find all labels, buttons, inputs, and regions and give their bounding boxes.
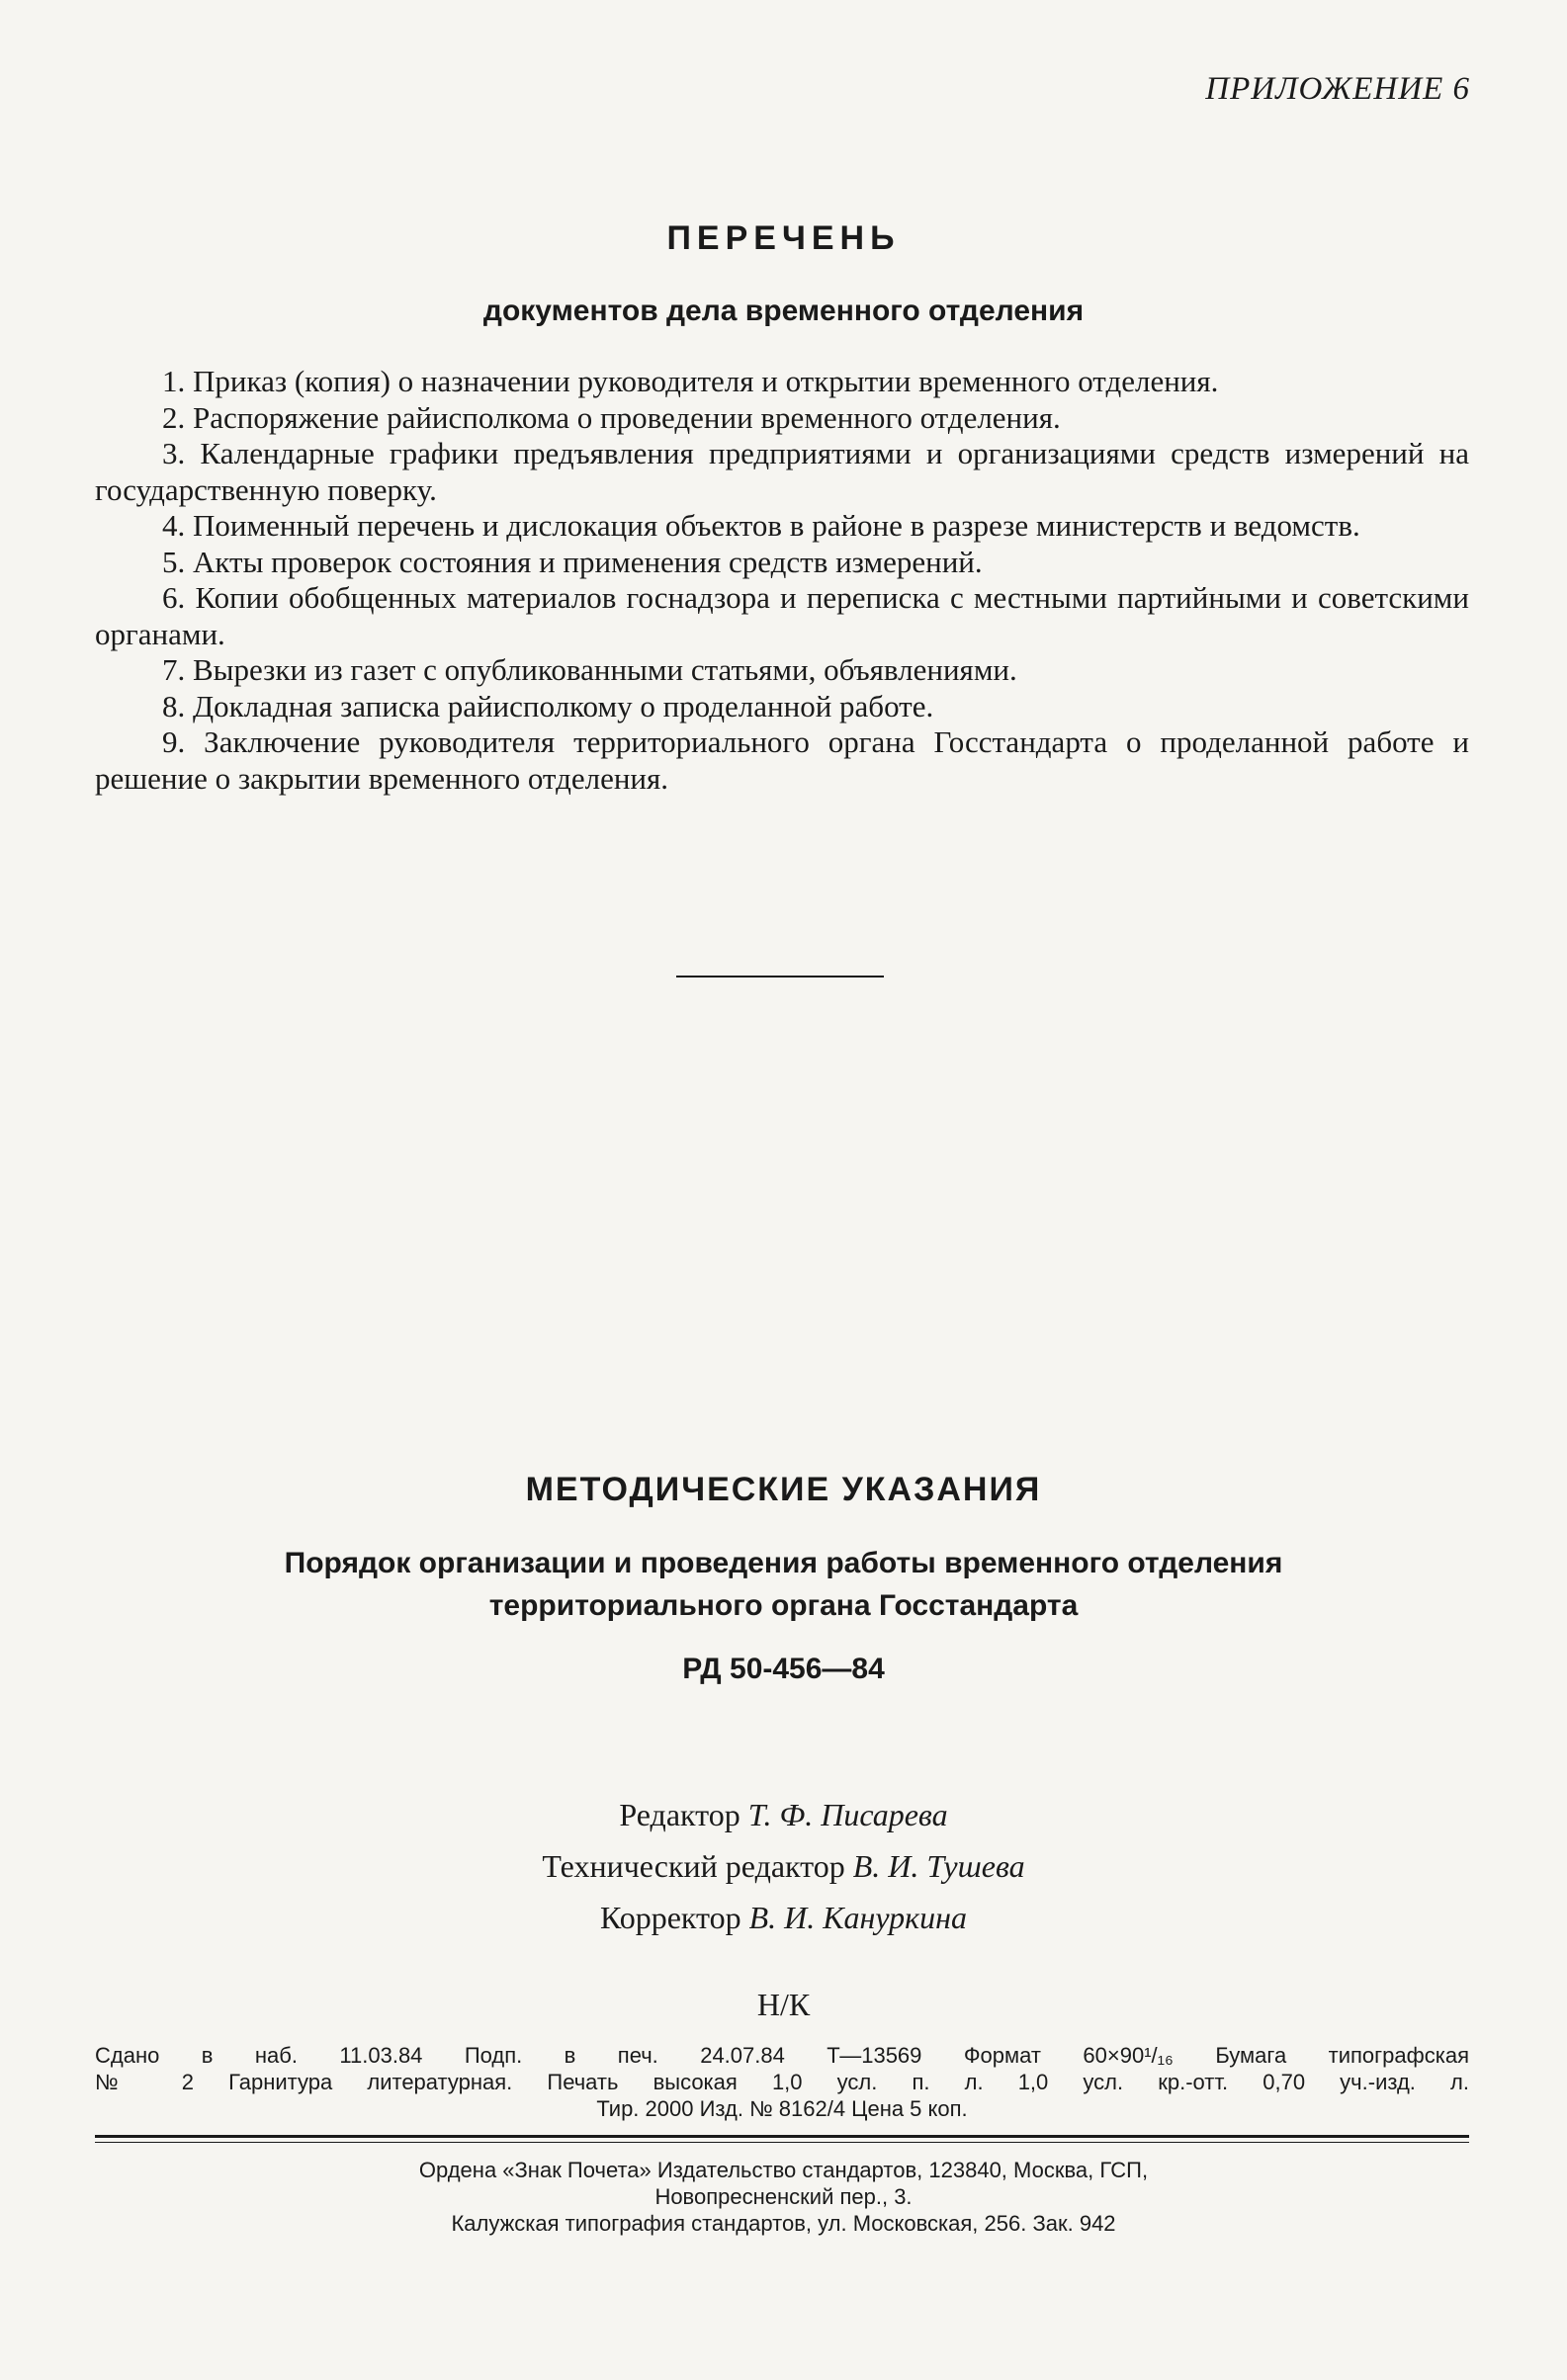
list-item: 1. Приказ (копия) о назначении руководителя и открытии временного отделения. <box>162 364 1219 398</box>
method-subtitle-line1: Порядок организации и проведения работы временного отделения <box>284 1547 1283 1579</box>
list-title: ПЕРЕЧЕНЬ <box>666 219 901 257</box>
corrector-role: Корректор <box>599 1900 741 1935</box>
list-item: 4. Поименный перечень и дислокация объектов в районе в разрезе министерств и ведомств. <box>162 508 1360 543</box>
tech-editor-name: В. И. Тушева <box>852 1848 1025 1884</box>
imprint-line1: Сдано в наб. 11.03.84 Подп. в печ. 24.07.84 Т—13569 Формат 60×90¹/₁₆ Бумага типографская <box>95 2043 1469 2068</box>
editor-role: Редактор <box>619 1797 740 1832</box>
method-title: МЕТОДИЧЕСКИЕ УКАЗАНИЯ <box>525 1471 1042 1508</box>
list-item: 2. Распоряжение райисполкома о проведении временного отделения. <box>162 399 1061 435</box>
method-subtitle-line2: территориального органа Госстандарта <box>488 1589 1079 1622</box>
imprint-line3: Тир. 2000 Изд. № 8162/4 Цена 5 коп. <box>596 2096 968 2121</box>
tech-editor-role: Технический редактор <box>542 1848 845 1884</box>
editor-name: Т. Ф. Писарева <box>747 1797 948 1832</box>
publisher-line3: Калужская типография стандартов, ул. Московская, 256. Зак. 942 <box>451 2211 1116 2236</box>
list-item: 3. Календарные графики предъявления предприятиями и организациями средств измерений на государственную поверку. <box>95 436 1469 507</box>
list-item: 5. Акты проверок состояния и применения средств измерений. <box>162 544 983 579</box>
list-item: 6. Копии обобщенных материалов госнадзора и переписка с местными партийными и советскими органами. <box>95 580 1469 651</box>
editor-credit <box>0 1797 1567 1833</box>
document-code: РД 50-456—84 <box>682 1653 885 1685</box>
corrector-name: В. И. Кануркина <box>748 1900 968 1935</box>
publisher-line2: Новопресненский пер., 3. <box>654 2184 913 2209</box>
publisher-line1: Ордена «Знак Почета» Издательство стандартов, 123840, Москва, ГСП, <box>418 2158 1149 2182</box>
list-item: 9. Заключение руководителя территориального органа Госстандарта о проделанной работе и решение о закрытии временного отделения. <box>95 724 1469 796</box>
list-item: 8. Докладная записка райисполкому о проделанной работе. <box>162 688 934 723</box>
appendix-label: ПРИЛОЖЕНИЕ 6 <box>1205 71 1470 107</box>
list-subtitle: документов дела временного отделения <box>482 295 1085 327</box>
imprint-line2: № 2 Гарнитура литературная. Печать высокая 1,0 усл. п. л. 1,0 усл. кр.-отт. 0,70 уч.-изд. л. <box>95 2070 1469 2094</box>
corrector-credit <box>0 1900 1567 1936</box>
imprint-divider <box>95 2135 1469 2143</box>
document-list <box>95 364 1469 797</box>
tech-editor-credit <box>0 1848 1567 1885</box>
list-item: 7. Вырезки из газет с опубликованными статьями, объявлениями. <box>162 652 1017 687</box>
nk-mark: Н/К <box>756 1987 811 2022</box>
section-divider <box>676 976 884 978</box>
